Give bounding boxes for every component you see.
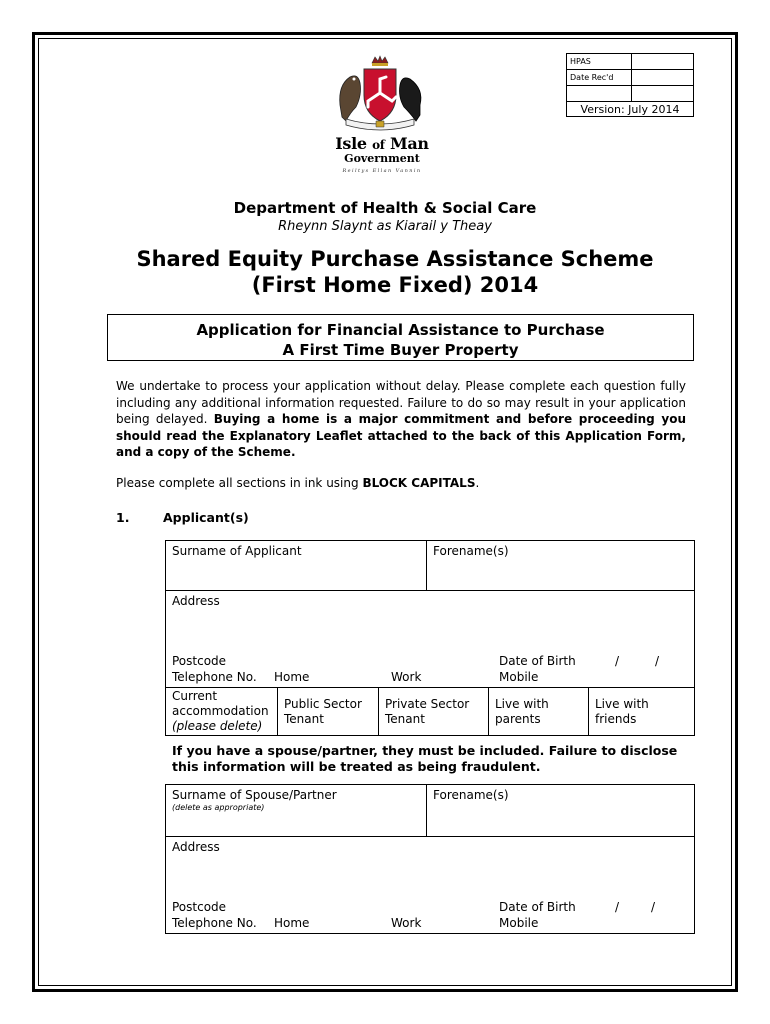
accommodation-label-cell [166, 688, 278, 736]
applicant-address-cell[interactable] [166, 591, 695, 688]
accommodation-label-line1: Current [172, 689, 218, 703]
spouse-address-cell[interactable] [166, 837, 695, 934]
date-received-field[interactable] [632, 70, 694, 86]
instruction-suffix: . [475, 476, 480, 490]
spouse-dob-label: Date of Birth [499, 900, 576, 914]
spouse-dob-sep2: / [651, 900, 656, 914]
intro-text: We undertake to process your application without delay. Please complete each question fully including any additional information requested. Failure to do so may result in your application being delayed. [116, 379, 686, 426]
applicant-telephone-label: Telephone No. [172, 670, 257, 684]
form-title-line2: (First Home Fixed) 2014 [251, 273, 539, 297]
office-blank-cell [567, 86, 632, 102]
brand-wordmark [320, 134, 444, 174]
option-public-line1: Public Sector [284, 696, 362, 711]
instruction-prefix: Please complete all sections in ink using [116, 476, 363, 490]
spouse-table [165, 784, 695, 934]
applicant-forename-cell[interactable] [427, 541, 695, 591]
brand-name-man: Man [389, 134, 429, 153]
brand-motto: Reiltys Ellan Vannin [342, 168, 422, 174]
section-number: 1. [116, 510, 130, 525]
spouse-forename-label: Forename(s) [433, 788, 509, 802]
applicant-table [165, 540, 695, 688]
section-title: Applicant(s) [163, 510, 249, 525]
applicant-home-label: Home [274, 670, 310, 684]
option-parents-line1: Live with [495, 696, 549, 711]
spouse-warning: If you have a spouse/partner, they must be included. Failure to disclose this information will be treated as being fraudulent. [172, 743, 678, 774]
applicant-surname-cell[interactable] [166, 541, 427, 591]
section-heading [116, 510, 249, 525]
applicant-surname-label: Surname of Applicant [172, 544, 302, 558]
government-crest-logo [330, 55, 430, 135]
option-parents-line2: parents [495, 711, 541, 726]
applicant-address-label: Address [172, 594, 220, 608]
department-name-manx: Rheynn Slaynt as Kiarail y Theay [278, 219, 492, 234]
office-use-box [566, 53, 694, 117]
application-heading-box [107, 314, 694, 361]
hpas-field[interactable] [632, 54, 694, 70]
option-private-line1: Private Sector [385, 696, 470, 711]
form-title-line1: Shared Equity Purchase Assistance Scheme [136, 247, 654, 271]
form-title [0, 246, 770, 298]
intro-bold-text: Buying a home is a major commitment and before proceeding you should read the Explanatory Leaflet attached to the back of this Application Form, and a copy of the Scheme. [116, 412, 687, 459]
applicant-dob-label: Date of Birth [499, 654, 576, 668]
applicant-work-label: Work [391, 670, 422, 684]
brand-name [320, 134, 444, 153]
intro-paragraph [116, 378, 686, 461]
accommodation-option-parents[interactable] [489, 688, 589, 736]
department-name: Department of Health & Social Care [233, 199, 537, 217]
office-blank-field [632, 86, 694, 102]
spouse-postcode-label: Postcode [172, 900, 227, 914]
option-friends-line2: friends [595, 711, 637, 726]
option-public-line2: Tenant [284, 711, 324, 726]
date-received-label: Date Rec'd [567, 70, 632, 86]
accommodation-table [165, 687, 695, 736]
brand-government: Government [344, 152, 420, 165]
applicant-dob-sep2: / [655, 654, 660, 668]
option-friends-line1: Live with [595, 696, 649, 711]
brand-name-of: of [372, 138, 385, 152]
applicant-mobile-label: Mobile [499, 670, 539, 684]
spouse-dob-sep1: / [615, 900, 620, 914]
spouse-home-label: Home [274, 916, 310, 930]
accommodation-option-private[interactable] [379, 688, 489, 736]
spouse-surname-label: Surname of Spouse/Partner [172, 788, 337, 802]
accommodation-option-friends[interactable] [589, 688, 695, 736]
applicant-postcode-label: Postcode [172, 654, 227, 668]
spouse-telephone-label: Telephone No. [172, 916, 257, 930]
instruction-bold: BLOCK CAPITALS [362, 476, 476, 490]
version-label: Version: July 2014 [567, 102, 694, 117]
brand-name-isle: Isle [335, 134, 367, 153]
hpas-label: HPAS [567, 54, 632, 70]
accommodation-label-line3: (please delete) [172, 719, 263, 733]
spouse-surname-cell[interactable] [166, 785, 427, 837]
accommodation-label-line2: accommodation [172, 704, 269, 718]
applicant-dob-sep1: / [615, 654, 620, 668]
spouse-mobile-label: Mobile [499, 916, 539, 930]
application-heading-line1: Application for Financial Assistance to Purchase [196, 321, 605, 339]
instruction-text [116, 476, 686, 490]
spouse-surname-note: (delete as appropriate) [172, 803, 265, 812]
option-private-line2: Tenant [385, 711, 425, 726]
application-heading-line2: A First Time Buyer Property [282, 341, 519, 359]
applicant-forename-label: Forename(s) [433, 544, 509, 558]
accommodation-option-public[interactable] [278, 688, 379, 736]
spouse-address-label: Address [172, 840, 220, 854]
spouse-work-label: Work [391, 916, 422, 930]
spouse-forename-cell[interactable] [427, 785, 695, 837]
